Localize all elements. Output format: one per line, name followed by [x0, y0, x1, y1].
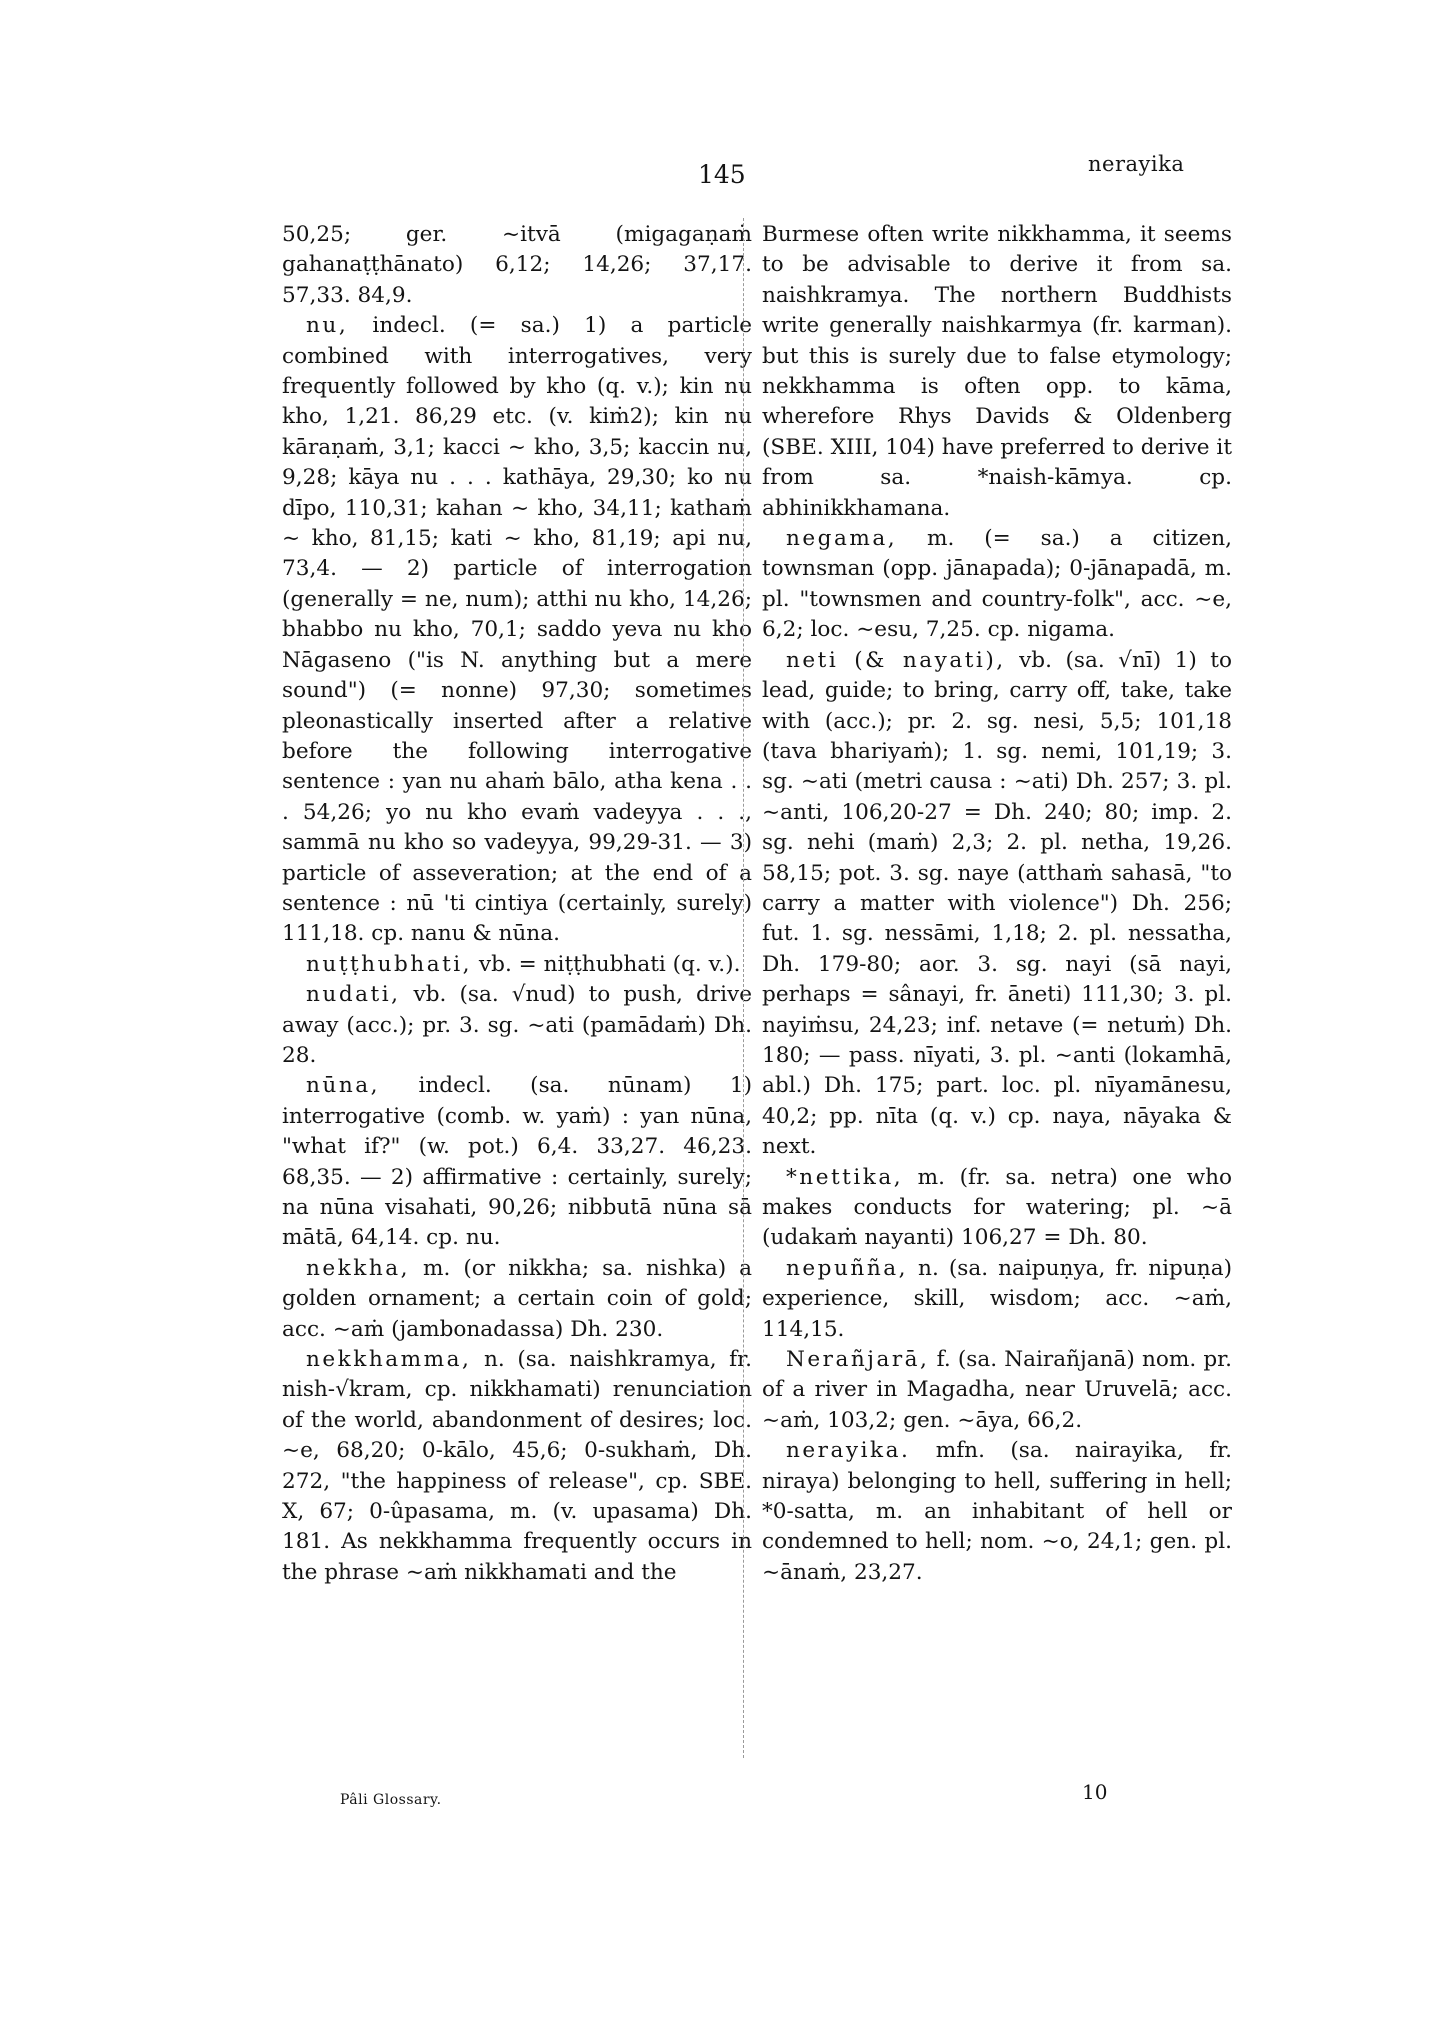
entry-headword: negama, — [786, 526, 898, 552]
glossary-entry — [762, 1436, 1232, 1588]
sheet-number: 10 — [1082, 1780, 1108, 1804]
entry-text: Burmese often write nikkhamma, it seems to be advisable to derive it from sa. naishkramya. The northern Buddhists write generally naishkarmya (fr. karman). but this is surely due to false etymology; nekkhamma is often opp. to kāma, wherefore Rhys Davids & Oldenberg (SBE. XIII, 104) have preferred to derive it from sa. *naish-kāmya. cp. abhinikkhamana. — [762, 222, 1233, 521]
entry-text: vb. (sa. √nud) to push, drive away (acc.); pr. 3. sg. ~ati (pamādaṁ) Dh. 28. — [282, 982, 752, 1068]
running-head: nerayika — [1088, 152, 1185, 176]
glossary-entry — [282, 311, 752, 950]
glossary-entry — [282, 1345, 752, 1588]
entry-text: 50,25; ger. ~itvā (migagaṇaṁ gahanaṭṭhānato) 6,12; 14,26; 37,17. 57,33. 84,9. — [282, 222, 752, 308]
glossary-entry — [282, 1254, 752, 1345]
glossary-entry — [762, 1163, 1232, 1254]
entry-headword: nu, — [306, 313, 349, 339]
glossary-entry — [282, 1071, 752, 1253]
entry-headword: neti (& nayati), — [786, 647, 1006, 673]
entry-text: indecl. (sa. nūnam) 1) interrogative (comb. w. yaṁ) : yan nūna, "what if?" (w. pot.) 6,4. 33,27. 46,23. 68,35. — 2) affirmative : certainly, surely; na nūna visahati, 90,26; nibbutā nūna sā mātā, 64,14. cp. nu. — [282, 1073, 752, 1251]
left-column — [282, 220, 752, 1588]
glossary-entry — [762, 220, 1232, 524]
entry-headword: nepuñña, — [786, 1255, 908, 1281]
entry-headword: nudati, — [306, 982, 401, 1008]
column-divider — [743, 218, 744, 1758]
entry-headword: nūna, — [306, 1073, 380, 1099]
page-number: 145 — [698, 160, 746, 189]
entry-text: vb. = niṭṭhubhati (q. v.). — [478, 951, 741, 977]
entry-headword: nuṭṭhubhati, — [306, 951, 473, 977]
entry-headword: nerayika. — [786, 1438, 911, 1464]
glossary-entry — [762, 1254, 1232, 1345]
entry-text: f. (sa. Nairañjanā) nom. pr. of a river in Magadha, near Uruvelā; acc. ~aṁ, 103,2; gen. ~āya, 66,2. — [762, 1347, 1232, 1433]
glossary-entry — [762, 646, 1232, 1163]
printer-signature: Pâli Glossary. — [340, 1792, 442, 1808]
entry-headword: nekkha, — [306, 1255, 411, 1281]
entry-headword: nekkhamma, — [306, 1347, 472, 1373]
entry-text: mfn. (sa. nairayika, fr. niraya) belonging to hell, suffering in hell; *0-satta, m. an inhabitant of hell or condemned to hell; nom. ~o, 24,1; gen. pl. ~ānaṁ, 23,27. — [762, 1438, 1232, 1585]
entry-headword: Nerañjarā, — [786, 1347, 930, 1373]
glossary-entry — [282, 220, 752, 311]
entry-text: m. (or nikkha; sa. nishka) a golden ornament; a certain coin of gold; acc. ~aṁ (jambonadassa) Dh. 230. — [282, 1255, 752, 1342]
entry-text: n. (sa. naipuṇya, fr. nipuṇa) experience, skill, wisdom; acc. ~aṁ, 114,15. — [762, 1255, 1232, 1342]
glossary-entry — [762, 524, 1232, 646]
entry-text: m. (fr. sa. netra) one who makes conducts for watering; pl. ~ā (udakaṁ nayanti) 106,27 = Dh. 80. — [762, 1164, 1232, 1251]
glossary-entry — [282, 950, 752, 980]
entry-text: m. (= sa.) a citizen, townsman (opp. jānapada); 0-jānapadā, m. pl. "townsmen and country-folk", acc. ~e, 6,2; loc. ~esu, 7,25. cp. nigama. — [762, 526, 1232, 643]
entry-text: n. (sa. naishkramya, fr. nish-√kram, cp. nikkhamati) renunciation of the world, abandonment of desires; loc. ~e, 68,20; 0-kālo, 45,6; 0-sukhaṁ, Dh. 272, "the happiness of release", cp. SBE. X, 67; 0-ûpasama, m. (v. upasama) Dh. 181. As nekkhamma frequently occurs in the phrase ~aṁ nikkhamati and the — [282, 1347, 752, 1585]
glossary-entry — [282, 980, 752, 1071]
entry-text: vb. (sa. √nī) 1) to lead, guide; to bring, carry off, take, take with (acc.); pr. 2. sg. nesi, 5,5; 101,18 (tava bhariyaṁ); 1. sg. nemi, 101,19; 3. sg. ~ati (metri causa : ~ati) Dh. 257; 3. pl. ~anti, 106,20-27 = Dh. 240; 80; imp. 2. sg. nehi (maṁ) 2,3; 2. pl. netha, 19,26. 58,15; pot. 3. sg. naye (atthaṁ sahasā, "to carry a matter with violence") Dh. 256; fut. 1. sg. nessāmi, 1,18; 2. pl. nessatha, Dh. 179-80; aor. 3. sg. nayi (sā nayi, perhaps = sânayi, fr. āneti) 111,30; 3. pl. nayiṁsu, 24,23; inf. netave (= netuṁ) Dh. 180; — pass. nīyati, 3. pl. ~anti (lokamhā, abl.) Dh. 175; part. loc. pl. nīyamānesu, 40,2; pp. nīta (q. v.) cp. naya, nāyaka & next. — [762, 647, 1232, 1160]
entry-headword: *nettika, — [786, 1164, 904, 1190]
entry-text: indecl. (= sa.) 1) a particle combined with interrogatives, very frequently followed by kho (q. v.); kin nu kho, 1,21. 86,29 etc. (v. kiṁ2); kin nu kāraṇaṁ, 3,1; kacci ~ kho, 3,5; kaccin nu, 9,28; kāya nu . . . kathāya, 29,30; ko nu dīpo, 110,31; kahan ~ kho, 34,11; kathaṁ ~ kho, 81,15; kati ~ kho, 81,19; api nu, 73,4. — 2) particle of interrogation (generally = ne, num); atthi nu kho, 14,26; bhabbo nu kho, 70,1; saddo yeva nu kho Nāgaseno ("is N. anything but a mere sound") (= nonne) 97,30; sometimes pleonastically inserted after a relative before the following interrogative sentence : yan nu ahaṁ bālo, atha kena . . . 54,26; yo nu kho evaṁ vadeyya . . ., sammā nu kho so vadeyya, 99,29-31. — 3) particle of asseveration; at the end of a sentence : nū 'ti cintiya (certainly, surely) 111,18. cp. nanu & nūna. — [282, 313, 752, 947]
right-column — [762, 220, 1232, 1588]
glossary-entry — [762, 1345, 1232, 1436]
